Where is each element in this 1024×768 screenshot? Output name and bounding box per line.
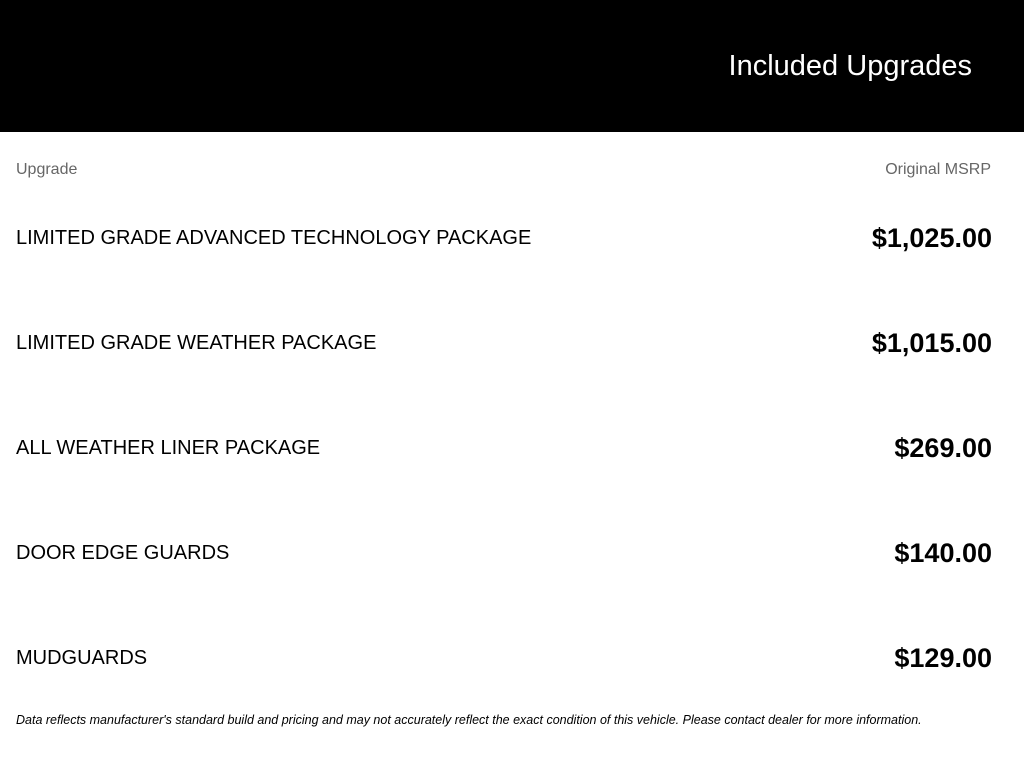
upgrade-name: LIMITED GRADE WEATHER PACKAGE	[16, 332, 377, 354]
upgrade-row	[0, 428, 1024, 468]
page-title: Included Upgrades	[728, 50, 972, 82]
upgrade-row	[0, 323, 1024, 363]
upgrade-price: $129.00	[894, 643, 992, 673]
upgrade-row	[0, 218, 1024, 258]
column-header-upgrade: Upgrade	[16, 161, 78, 178]
disclaimer-text: Data reflects manufacturer's standard build and pricing and may not accurately reflect the exact condition of this vehicle. Please contact dealer for more information.	[16, 713, 922, 727]
upgrade-row	[0, 533, 1024, 573]
upgrade-price: $269.00	[894, 433, 992, 463]
upgrade-price: $1,015.00	[871, 328, 992, 358]
column-header-msrp: Original MSRP	[885, 161, 991, 178]
upgrade-name: MUDGUARDS	[16, 647, 148, 669]
header-bar	[0, 0, 1024, 132]
upgrade-name: LIMITED GRADE ADVANCED TECHNOLOGY PACKAGE	[16, 227, 532, 249]
upgrade-price: $140.00	[894, 538, 992, 568]
upgrade-row	[0, 638, 1024, 678]
upgrade-price: $1,025.00	[871, 223, 992, 253]
upgrade-name: DOOR EDGE GUARDS	[16, 542, 230, 564]
upgrade-name: ALL WEATHER LINER PACKAGE	[16, 437, 321, 459]
